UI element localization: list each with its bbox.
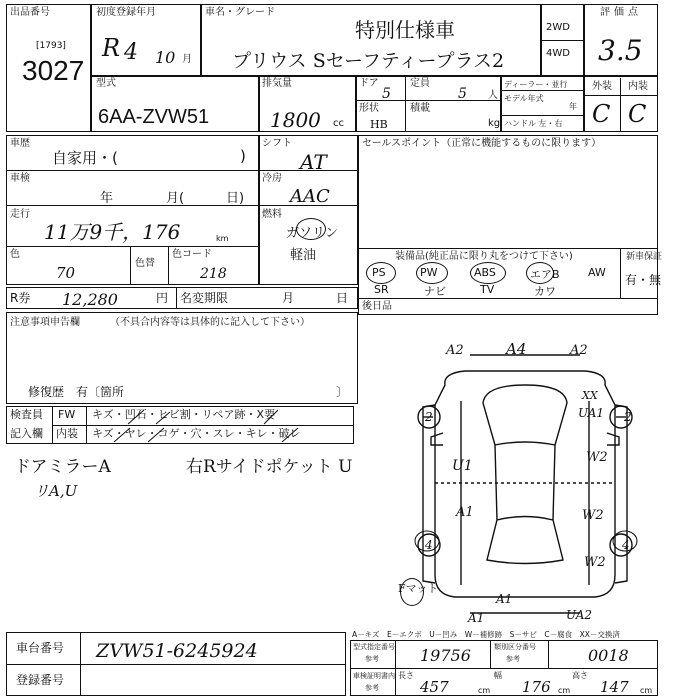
mark-wheel-fr: 2: [624, 410, 632, 424]
reg-month: 10: [155, 48, 176, 67]
recycle-unit: 円: [156, 291, 169, 305]
shift-label: シフト: [262, 138, 292, 149]
capacity-unit: 人: [488, 90, 498, 101]
inspection-day-unit: 日): [226, 191, 245, 206]
doors-label: ドア: [359, 78, 379, 89]
mark-front-right: A2: [570, 343, 588, 358]
category-sub: 参考: [506, 655, 520, 663]
category-value: 0018: [588, 646, 629, 665]
height-unit: cm: [640, 686, 653, 695]
fw-items: キズ・凹石・ヒビ割・リペア跡・X要: [92, 408, 276, 421]
first-reg-label: 初度登録年月: [96, 7, 156, 18]
mark-ua1-front: UA1: [578, 406, 605, 420]
name-grade-label: 車名・グレード: [205, 7, 275, 18]
fuel-label: 燃料: [262, 209, 282, 220]
grade-value: 3.5: [598, 34, 643, 67]
equip-pw-circle: [416, 262, 448, 284]
chassis-value: ZVW51-6245924: [96, 640, 258, 662]
mark-front-left: A2: [446, 343, 464, 358]
remark-door-mirror: ドアミラーA: [14, 457, 111, 477]
doors-value: 5: [382, 86, 391, 102]
equip-airbag-circle: [526, 262, 554, 284]
name-change-label: 名変期限: [180, 291, 229, 305]
repair-history: 修復歴 有〔箇所: [28, 385, 125, 399]
inspector-label-bottom: 記入欄: [10, 427, 43, 440]
notes-label: 注意事項申告欄: [10, 317, 80, 328]
equip-navi: ナビ: [424, 285, 446, 298]
reg-month-unit: 月: [182, 54, 192, 65]
mark-door-right: W2: [586, 450, 608, 465]
grade-label: 評価点: [600, 7, 642, 18]
warranty-label: 新車保証: [626, 252, 663, 262]
recycle-value: 12,280: [62, 290, 118, 309]
warranty-value: 有・無: [625, 273, 662, 287]
right-info-block: [358, 135, 658, 315]
model-year-label: モデル年式: [504, 94, 544, 103]
capacity-label: 定員: [410, 78, 430, 89]
mark-xx: XX: [582, 389, 598, 402]
length-value: 457: [420, 678, 449, 696]
mark-wheel-rr: 4: [622, 538, 630, 552]
displacement-unit: cc: [333, 118, 344, 129]
mark-door-left: U1: [452, 458, 473, 474]
ac-label: 冷房: [262, 173, 282, 184]
interior-grade: C: [628, 100, 647, 128]
mileage-unit: km: [216, 234, 229, 243]
equip-abs-circle: [470, 262, 506, 284]
drive-2wd: 2WD: [546, 22, 570, 33]
color-code-label: 色コード: [172, 249, 212, 260]
model-value: 6AA-ZVW51: [98, 106, 210, 128]
interior-items: キズ・ヤレ・コゲ・穴・スレ・キレ・破レ: [92, 427, 301, 440]
equip-tv: TV: [480, 283, 495, 296]
color-label: 色: [10, 249, 20, 260]
foot-mat-circle: [400, 578, 424, 606]
height-label: 高さ: [572, 671, 588, 680]
usage-value: 自家用・(: [52, 149, 118, 167]
mileage-value: 11万9千，176: [44, 220, 181, 244]
dealer-label: ディーラー・並行: [504, 80, 568, 89]
ac-value: AAC: [290, 186, 330, 207]
equip-leather: カワ: [534, 285, 556, 298]
width-label: 幅: [494, 671, 502, 680]
mark-rear-right: W2: [584, 555, 606, 570]
fuel-gasoline-circle: [296, 218, 326, 240]
length-unit: cm: [478, 686, 491, 695]
shape-label: 形状: [359, 103, 379, 114]
mark-front-center: A4: [506, 340, 527, 358]
remark-side-pocket: 右Rサイドポケット U: [186, 457, 353, 477]
usage-label: 車歴: [10, 138, 30, 149]
load-label: 積載: [410, 103, 430, 114]
mark-rear-door-left: A1: [456, 505, 474, 520]
equip-ps-circle: [366, 262, 396, 284]
handle-label: ハンドル 左・右: [504, 119, 563, 128]
later-items-label: 後日品: [362, 301, 392, 312]
cert-sub: 参考: [365, 684, 379, 692]
shape-value: HB: [370, 118, 388, 131]
name-change-day: 日: [336, 291, 349, 305]
category-label: 類別区分番号: [494, 643, 536, 651]
mark-rear-bumper: A1: [496, 592, 513, 606]
exterior-label: 外装: [592, 81, 612, 92]
mark-rear-ua2: UA2: [566, 608, 593, 622]
chassis-label: 車台番号: [16, 641, 65, 655]
displacement-value: 1800: [270, 108, 321, 132]
cert-label: 車検証明書内: [353, 672, 395, 680]
special-edition: 特別仕様車: [355, 18, 455, 42]
mark-wheel-rl: 4: [425, 538, 433, 552]
capacity-value: 5: [458, 86, 467, 102]
inspector-scribbles: [86, 406, 356, 446]
reg-no-label: 登録番号: [16, 673, 65, 687]
model-designation-value: 19756: [420, 646, 471, 665]
fw-label: FW: [58, 408, 76, 421]
foot-mat-mark: Fマット: [398, 582, 439, 595]
equip-aw: AW: [588, 266, 606, 279]
remark-rear: リA,U: [34, 482, 78, 500]
lot-number: 3027: [22, 55, 85, 86]
recycle-label: R券: [10, 291, 31, 305]
mark-rear-door-right: W2: [582, 508, 604, 523]
inspection-label: 車検: [10, 173, 30, 184]
load-unit: kg: [488, 118, 501, 129]
height-value: 147: [600, 678, 629, 696]
drive-4wd: 4WD: [546, 48, 570, 59]
model-label: 型式: [96, 78, 116, 89]
repair-history-close: 〕: [336, 385, 349, 399]
equip-ps: PS: [372, 266, 386, 279]
reg-year: 4: [124, 40, 138, 65]
color-value: 70: [56, 264, 76, 282]
width-unit: cm: [558, 686, 571, 695]
lot-no-label: 出品番号: [10, 7, 50, 18]
model-year-unit: 年: [569, 102, 577, 111]
inspection-month-unit: 月(: [166, 191, 185, 206]
fuel-diesel: 軽油: [290, 248, 317, 263]
model-designation-sub: 参考: [365, 655, 379, 663]
exterior-grade: C: [592, 100, 611, 128]
inspection-year-unit: 年: [100, 191, 114, 206]
color-change-label: 色替: [135, 258, 155, 269]
equip-airbag: エアB: [530, 268, 560, 281]
car-damage-diagram: [405, 345, 645, 625]
equip-abs: ABS: [474, 266, 496, 279]
shift-value: AT: [300, 150, 327, 174]
interior-label: 内装: [628, 81, 648, 92]
sheet-ref: [1793]: [36, 41, 66, 51]
selling-points-label: セールスポイント（正常に機能するものに限ります）: [362, 138, 602, 149]
model-name: プリウス Sセーフティープラス2: [232, 50, 505, 72]
inspector-label-top: 検査員: [10, 408, 43, 421]
notes-instruction: （不具合内容等は具体的に記入して下さい）: [110, 317, 310, 328]
usage-paren-close: ): [240, 147, 246, 165]
reg-era: R: [102, 34, 121, 62]
mileage-label: 走行: [10, 209, 30, 220]
equipment-label: 装備品(純正品に限り丸をつけて下さい): [395, 251, 573, 262]
damage-legend: A－キズ E－エクボ U－凹み W－補修跡 S－サビ C－腐食 XX－交換済: [352, 630, 620, 639]
model-designation-label: 型式指定番号: [353, 643, 395, 651]
mark-rear-left: A1: [468, 611, 485, 625]
interior-check-label: 内装: [56, 427, 78, 440]
equip-pw: PW: [420, 266, 438, 279]
color-code-value: 218: [200, 266, 227, 282]
fuel-gasoline: ガソリン: [286, 226, 339, 241]
displacement-label: 排気量: [262, 78, 292, 89]
mark-wheel-fl: 2: [425, 410, 433, 424]
width-value: 176: [522, 678, 551, 696]
length-label: 長さ: [398, 671, 414, 680]
equip-sr: SR: [374, 283, 389, 296]
name-change-month: 月: [282, 291, 295, 305]
